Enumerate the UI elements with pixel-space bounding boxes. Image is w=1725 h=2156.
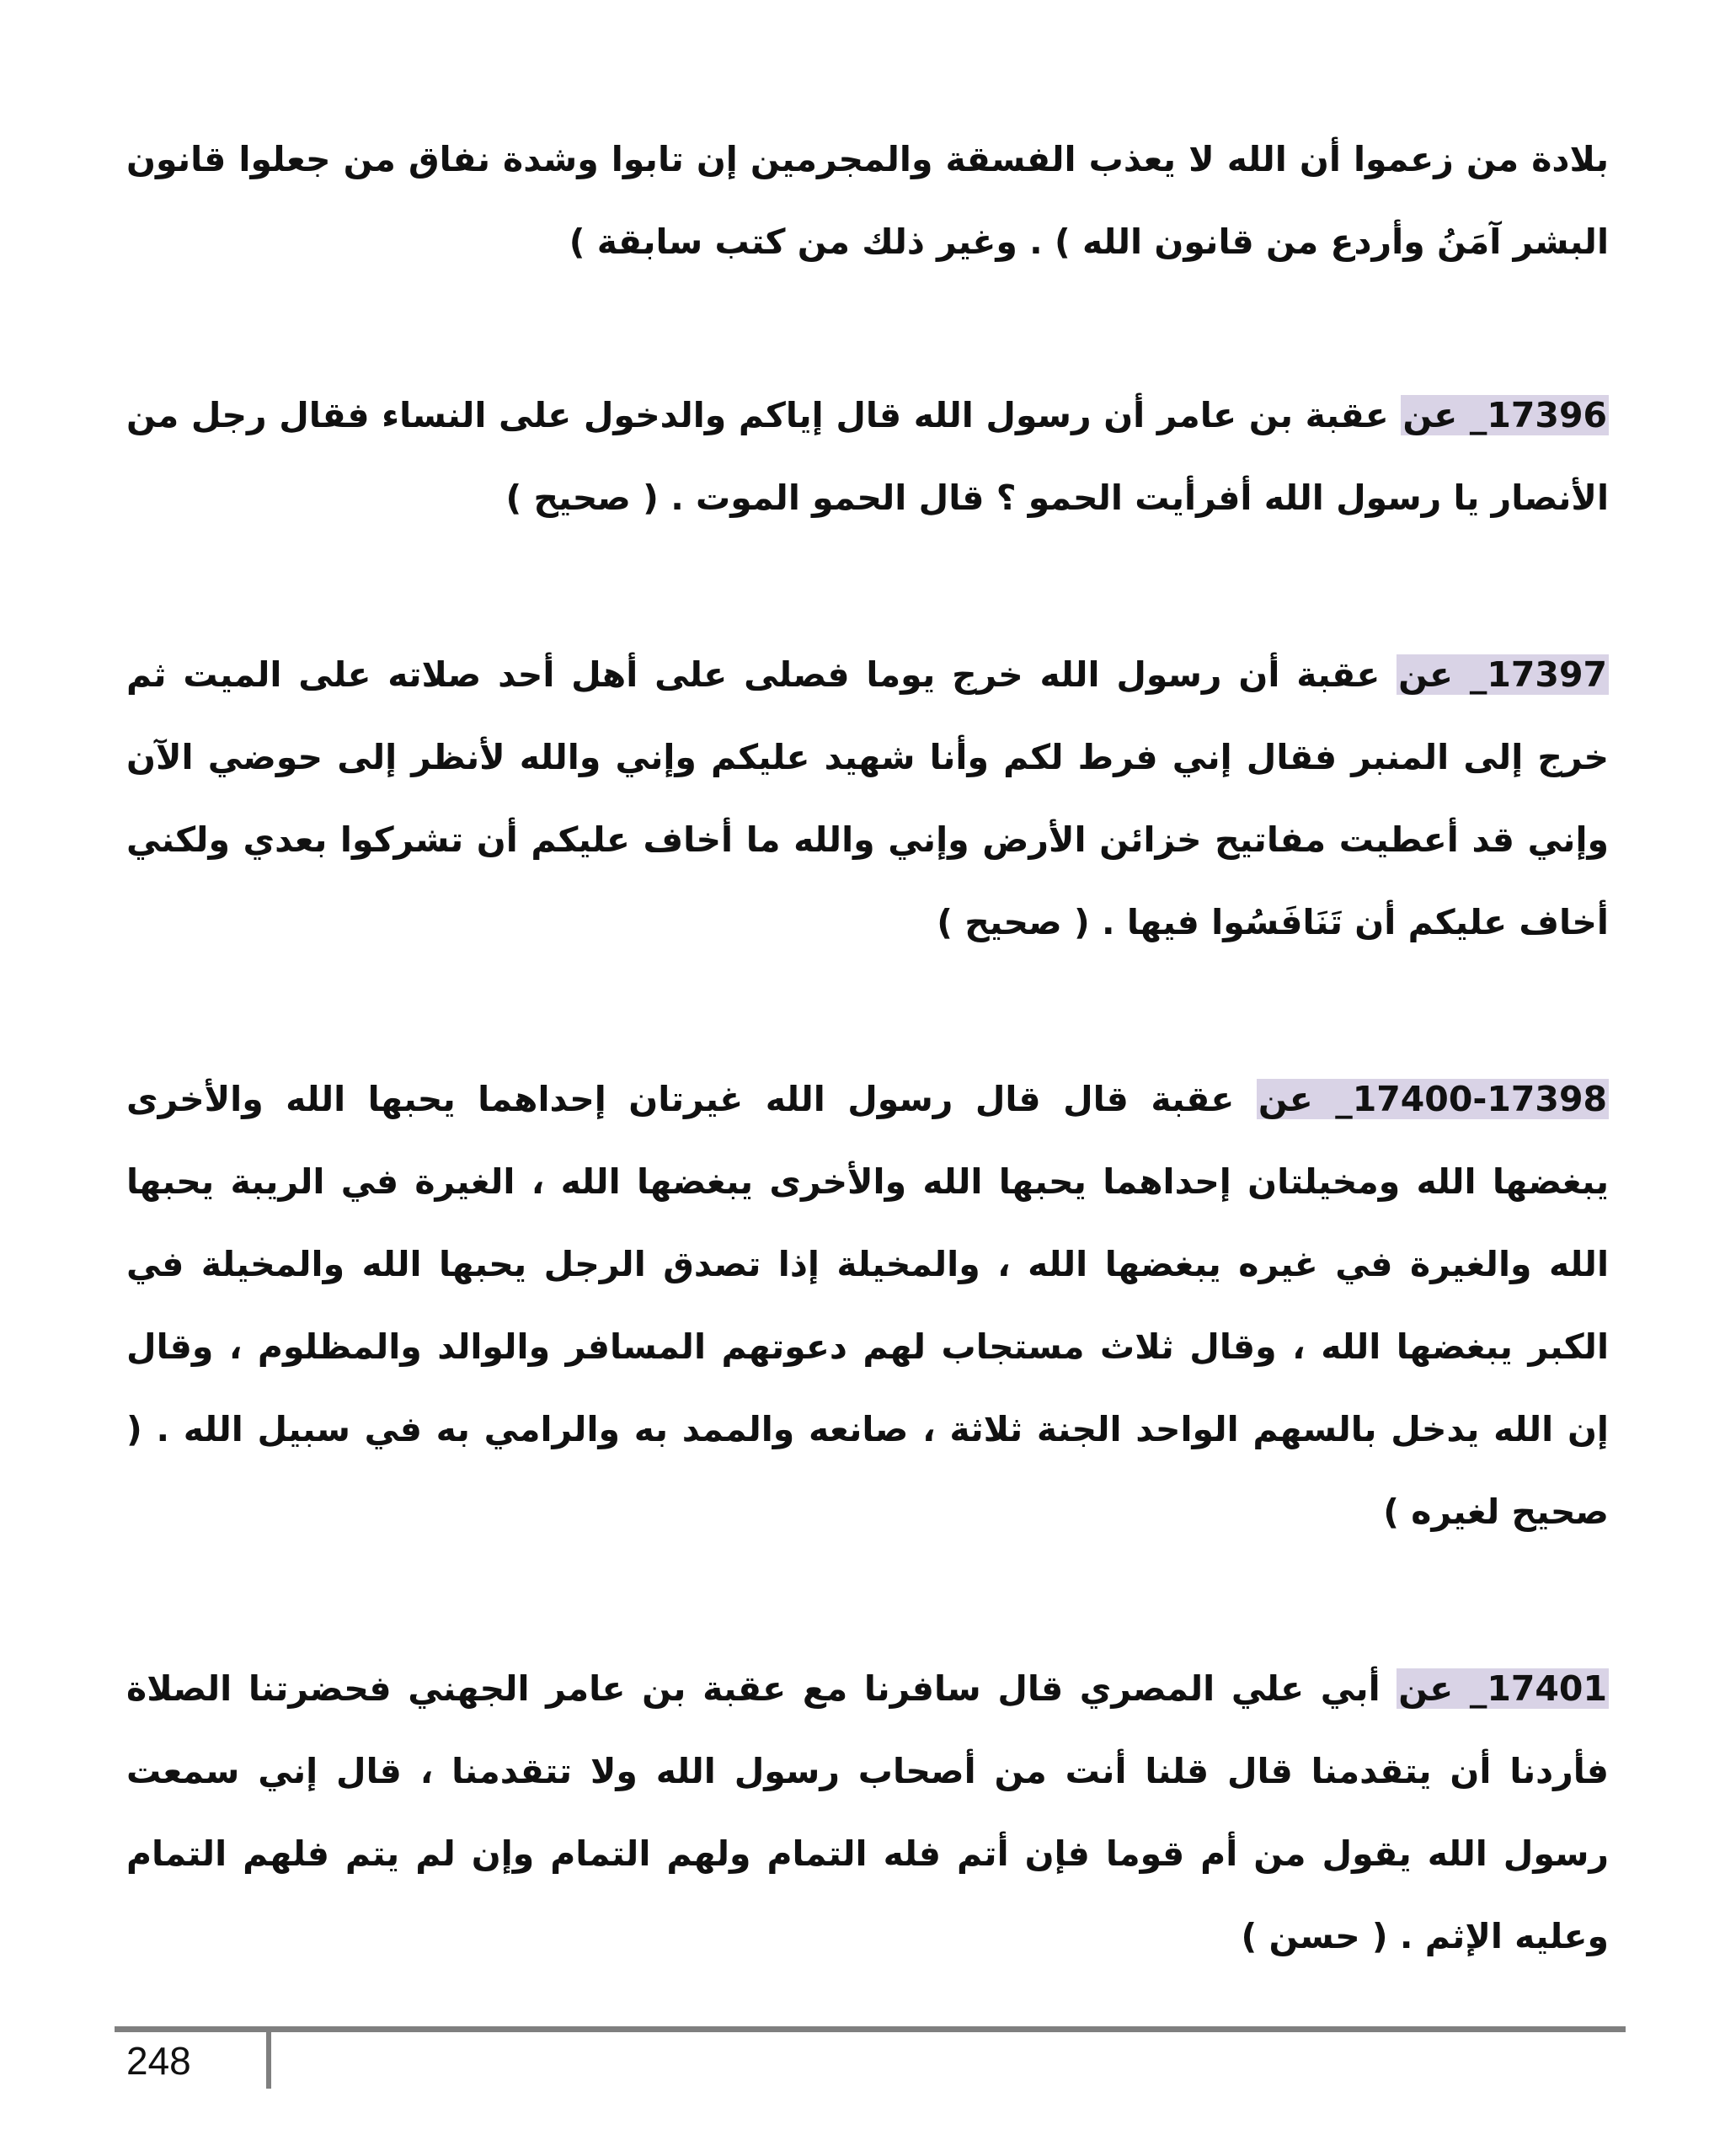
footer-rule: [115, 2026, 1626, 2032]
hadith-paragraph: [126, 1647, 1609, 1977]
hadith-paragraph: [126, 374, 1609, 539]
hadith-number: 17401_ عن: [1398, 1668, 1607, 1709]
hadith-paragraph: [126, 633, 1609, 963]
continuation-paragraph: بلادة من زعموا أن الله لا يعذب الفسقة والمجرمين إن تابوا وشدة نفاق من جعلوا قانون البشر آمَنُ وأردع من قانون الله ) . وغير ذلك من كتب سابقة ): [126, 139, 1609, 262]
hadith-number: 17400-17398_ عن: [1258, 1079, 1607, 1119]
hadith-text: أبي علي المصري قال سافرنا مع عقبة بن عامر الجهني فحضرتنا الصلاة فأردنا أن يتقدمنا قال قلنا أنت من أصحاب رسول الله ولا تتقدمنا ، قال إني سمعت رسول الله يقول من أم قوما فإن أتم فله التمام ولهم التمام وإن لم يتم فلهم التمام وعليه الإثم . ( حسن ): [126, 1668, 1609, 1956]
hadith-text: عقبة قال قال رسول الله غيرتان إحداهما يحبها الله والأخرى يبغضها الله ومخيلتان إحداهما يحبها الله والأخرى يبغضها الله ، الغيرة في الريبة يحبها الله والغيرة في غيره يبغضها الله ، والمخيلة إذا تصدق الرجل يحبها الله والمخيلة في الكبر يبغضها الله ، وقال ثلاث مستجاب لهم دعوتهم المسافر والوالد والمظلوم ، وقال إن الله يدخل بالسهم الواحد الجنة ثلاثة ، صانعه والممد به والرامي به في سبيل الله . ( صحيح لغيره ): [126, 1079, 1609, 1532]
page-number: 248: [126, 2039, 191, 2083]
hadith-number: 17396_ عن: [1402, 395, 1607, 435]
hadith-text: عقبة أن رسول الله خرج يوما فصلى على أهل أحد صلاته على الميت ثم خرج إلى المنبر فقال إني فرط لكم وأنا شهيد عليكم وإني والله لأنظر إلى حوضي الآن وإني قد أعطيت مفاتيح خزائن الأرض وإني والله ما أخاف عليكم أن تشركوا بعدي ولكني أخاف عليكم أن تَنَافَسُوا فيها . ( صحيح ): [126, 654, 1609, 942]
hadith-number: 17397_ عن: [1398, 654, 1607, 695]
page-body: [126, 118, 1609, 1977]
hadith-paragraph: [126, 1058, 1609, 1553]
hadith-text: عقبة بن عامر أن رسول الله قال إياكم والدخول على النساء فقال رجل من الأنصار يا رسول الله أفرأيت الحمو ؟ قال الحمو الموت . ( صحيح ): [126, 395, 1609, 518]
footer-divider-tick: [266, 2026, 271, 2089]
